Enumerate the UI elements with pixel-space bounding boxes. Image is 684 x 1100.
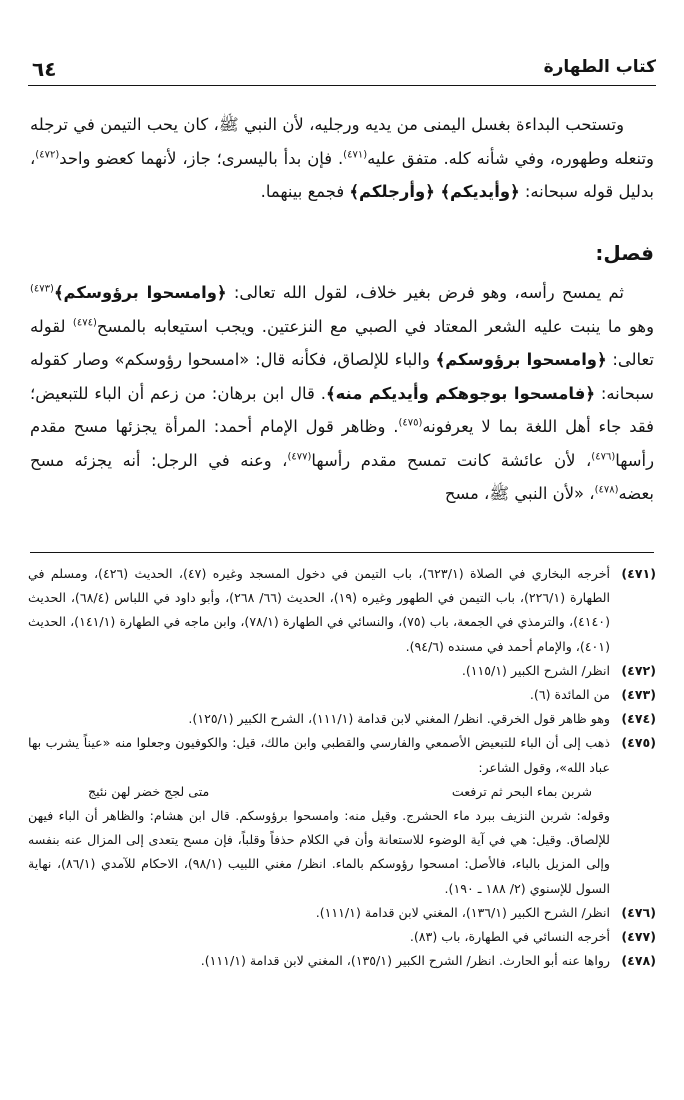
- main-text: [30, 108, 654, 511]
- text-run: ثم يمسح رأسه، وهو فرض بغير خلاف، لقول الله تعالى:: [226, 283, 624, 302]
- text-run: ، لأن عائشة كانت تمسح مقدم رأسها: [311, 450, 592, 470]
- paragraph-2: [30, 276, 654, 511]
- footnote-text: [28, 683, 610, 707]
- text-run: لقوله تعالى:: [30, 316, 654, 369]
- footnote-reference: (٤٧٣): [30, 283, 54, 295]
- verse-hemistich: متى لجج خضر لهن نئيج: [88, 783, 210, 799]
- footnote-number: (٤٧١): [621, 566, 656, 581]
- text-run: وهو ما ينبت عليه الشعر المعتاد في الصبي مع النزعتين. ويجب استيعابه بالمسح: [96, 316, 654, 336]
- footnote-reference: (٤٧٦): [591, 451, 616, 463]
- page-header: [28, 55, 656, 87]
- text-run: فجمع بينهما.: [260, 182, 350, 201]
- footnote-text: [28, 659, 610, 683]
- quran-quote: ﴿وامسحوا برؤوسكم﴾: [435, 350, 607, 369]
- footnote-reference: (٤٧١): [343, 149, 368, 161]
- footnote: [28, 731, 656, 900]
- quran-quote: ﴿فامسحوا بوجوهكم وأيديكم منه﴾: [325, 383, 595, 403]
- footnote-text: [28, 731, 610, 900]
- text-run: . وظاهر قول الإمام أحمد: المرأة يجزئها مسح مقدم رأسها: [30, 417, 654, 470]
- footnote-text: [28, 925, 610, 949]
- footnote-number: (٤٧٦): [621, 904, 656, 920]
- footnote-text-body: من المائدة (٦).: [529, 687, 610, 703]
- text-run: ، بدليل قوله سبحانه:: [30, 148, 654, 201]
- footnote: [28, 949, 656, 973]
- footnote-reference: (٤٧٥): [398, 417, 423, 429]
- footnote-reference: (٤٧٨): [594, 484, 619, 496]
- poetry-verse: [28, 780, 610, 804]
- footnote-reference: (٤٧٢): [35, 149, 60, 161]
- footnote: [28, 659, 656, 683]
- footnote-number: (٤٧٤): [621, 711, 656, 727]
- footnote-number: (٤٧٧): [621, 929, 656, 945]
- footnote: [28, 925, 656, 949]
- footnote-reference: (٤٧٧): [287, 451, 312, 463]
- text-run: ، «لأن النبي ﷺ، مسح: [444, 484, 595, 503]
- paragraph-1: [30, 108, 654, 209]
- footnote: [28, 707, 656, 731]
- footnote-text-body: انظر/ الشرح الكبير (١١٥/١).: [461, 662, 610, 678]
- text-run: ، وعنه في الرجل: أنه يجزئه مسح بعضه: [30, 450, 654, 503]
- footnote-text-body: أخرجه البخاري في الصلاة (٦٢٣/١)، باب التيمن في دخول المسجد وغيره (٤٧)، الحديث (٤٢٦)، ومسلم في الطهارة (٢٢٦/١)، باب التيمن في الطهور وغيره (١٩)، الحديث (٦٦/ ٢٦٨)، وأبو داود في اللباس (٦٨/٤)، الحديث (٤١٤٠)، والترمذي في الجمعة، باب (٧٥)، والنسائي في الطهارة (٧٨/١)، وابن ماجه في الطهارة (١٤١/١)، الحديث (٤٠١)، والإمام أحمد في مسنده (٩٤/٦).: [28, 566, 610, 654]
- header-rule: [28, 85, 656, 86]
- text-run: وتستحب البداءة بغسل اليمنى من يديه ورجليه، لأن النبي ﷺ، كان يحب التيمن في ترجله وتنعله وطهوره، وفي شأنه كله. متفق عليه: [30, 115, 654, 168]
- footnote-text: [28, 707, 610, 731]
- footnote-number: (٤٧٨): [621, 953, 656, 969]
- text-run: . فإن بدأ باليسرى؛ جاز، لأنهما كعضو واحد: [59, 148, 344, 168]
- section-heading: فصل:: [595, 240, 654, 265]
- footnote-text: [28, 901, 610, 925]
- footnote-separator: [30, 552, 654, 553]
- footnote-text-body: أخرجه النسائي في الطهارة، باب (٨٣).: [409, 929, 610, 945]
- footnote-text-body: وهو ظاهر قول الخرقي. انظر/ المغني لابن قدامة (١١١/١)، الشرح الكبير (١٢٥/١).: [188, 711, 610, 727]
- text-run: . قال ابن برهان: من زعم أن الباء للتبعيض؛ فقد جاء أهل اللغة بما لا يعرفونه: [30, 383, 654, 436]
- footnote: [28, 683, 656, 707]
- footnote-number: (٤٧٥): [621, 735, 656, 751]
- page-number: ٦٤: [32, 57, 57, 81]
- footnote-text-body: ذهب إلى أن الباء للتبعيض الأصمعي والفارسي والقطبي وابن مالك، قيل: والكوفيون وجعلوا منه «عيناً يشرب بها عباد الله»، وقول الشاعر:: [28, 735, 610, 775]
- running-title: كتاب الطهارة: [543, 57, 656, 77]
- text-run: والباء للإلصاق، فكأنه قال: «امسحوا رؤوسكم» وصار كقوله سبحانه:: [30, 350, 654, 403]
- footnote-text-body: رواها عنه أبو الحارث. انظر/ الشرح الكبير (١٣٥/١)، المغني لابن قدامة (١١١/١).: [200, 953, 610, 969]
- quran-quote: ﴿وأيديكم﴾ ﴿وأرجلكم﴾: [349, 182, 520, 201]
- verse-hemistich: شربن بماء البحر ثم ترفعت: [451, 783, 592, 799]
- footnote-number: (٤٧٣): [621, 687, 656, 703]
- footnote-number: (٤٧٢): [621, 662, 656, 678]
- footnotes-section: [28, 562, 656, 973]
- footnote: [28, 562, 656, 659]
- footnote-text-body: انظر/ الشرح الكبير (١٣٦/١)، المغني لابن قدامة (١١١/١).: [315, 904, 610, 920]
- footnote: [28, 901, 656, 925]
- footnote-text: [28, 949, 610, 973]
- footnote-text: [28, 562, 610, 659]
- footnote-reference: (٤٧٤): [72, 317, 97, 329]
- footnote-text-continued: وقوله: شربن النزيف ببرد ماء الحشرج. وقيل منه: وامسحوا برؤوسكم. قال ابن هشام: والظاهر أن الباء فيهن للإلصاق. وقيل: هي في آية الوضوء للاستعانة وأن في الكلام حذفاً وقلباً، فإن مسح يتعدى إلى المزال عنه بنفسه وإلى المزيل بالباء، فالأصل: امسحوا رؤوسكم بالماء. انظر/ مغني اللبيب (٩٨/١)، الاحكام للآمدي (٨٦/١)، نهاية السول للإسنوي (٢/ ١٨٨ ـ ١٩٠).: [28, 808, 610, 896]
- quran-quote: ﴿وامسحوا برؤوسكم﴾: [53, 283, 227, 302]
